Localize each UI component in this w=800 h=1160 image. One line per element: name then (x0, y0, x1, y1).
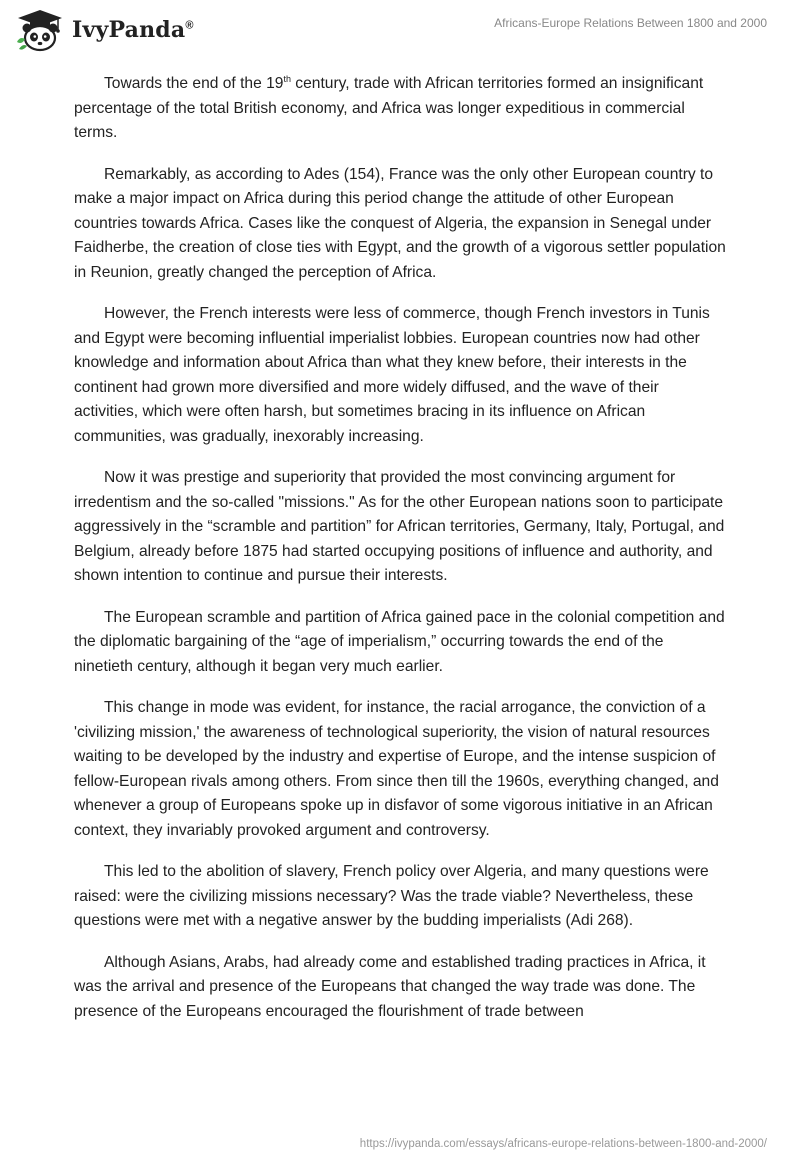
paragraph-3: However, the French interests were less of commerce, though French investors in Tunis and Egypt were becoming influential imperialist lobbies. European countries now had other knowledge and information about Africa than what they knew before, their interests in the continent had grown more diversified and more widely diffused, and the wave of their activities, which were often harsh, but sometimes bracing in its influence on African communities, was gradually, inexorably increasing. (74, 305, 710, 445)
paragraph-7: This led to the abolition of slavery, French policy over Algeria, and many questions were raised: were the civilizing missions necessary? Was the trade viable? Nevertheless, these questions were met with a negative answer by the budding imperialists (Adi 268). (74, 863, 709, 929)
page-header (0, 0, 800, 60)
brand-name (72, 17, 194, 43)
essay-body (74, 72, 726, 1041)
paragraph-1 (74, 72, 726, 146)
paragraph-5: The European scramble and partition of Africa gained pace in the colonial competition and the diplomatic bargaining of the “age of imperialism,” occurring towards the end of the ninetieth century, although it began very much earlier. (74, 608, 725, 675)
paragraph-1-start: Towards the end of the 19 (104, 75, 284, 92)
document-title: Africans-Europe Relations Between 1800 and 2000 (494, 16, 767, 30)
paragraph-4: Now it was prestige and superiority that provided the most convincing argument for irredentism and the so-called "missions." As for the other European nations soon to participate aggressively in the “scramble and partition” for African territories, Germany, Italy, Portugal, and Belgium, already before 1875 had started occupying positions of influence and authority, and shown intention to continue and pursue their interests. (74, 469, 725, 584)
brand-logo[interactable] (14, 8, 194, 52)
paragraph-8: Although Asians, Arabs, had already come and established trading practices in Africa, it was the arrival and presence of the Europeans that changed the way trade was done. The presence of the Europeans encouraged the flourishment of trade between (74, 953, 706, 1020)
paragraph-1-end: century, trade with African territories formed an insignificant percentage of the total British economy, and Africa was longer expeditious in commercial terms. (74, 75, 704, 141)
ordinal-suffix: th (283, 73, 291, 84)
source-url[interactable]: https://ivypanda.com/essays/africans-europe-relations-between-1800-and-2000/ (359, 1138, 767, 1150)
panda-graduate-icon (14, 8, 66, 52)
paragraph-6: This change in mode was evident, for instance, the racial arrogance, the conviction of a 'civilizing mission,' the awareness of technological superiority, the vision of natural resources waiting to be developed by the industry and expertise of Europe, and the intense suspicion of fellow-European rivals among others. From since then till the 1960s, everything changed, and whenever a group of Europeans spoke up in disfavor of some vigorous initiative in an African context, they invariably provoked argument and controversy. (74, 699, 719, 839)
paragraph-2: Remarkably, as according to Ades (154), France was the only other European country to make a major impact on Africa during this period change the attitude of other European countries towards Africa. Cases like the conquest of Algeria, the expansion in Senegal under Faidherbe, the creation of close ties with Egypt, and the growth of a vigorous settler population in Reunion, greatly changed the perception of Africa. (74, 165, 726, 281)
brand-name-text: IvyPanda (72, 17, 186, 43)
registered-mark: ® (185, 19, 194, 32)
